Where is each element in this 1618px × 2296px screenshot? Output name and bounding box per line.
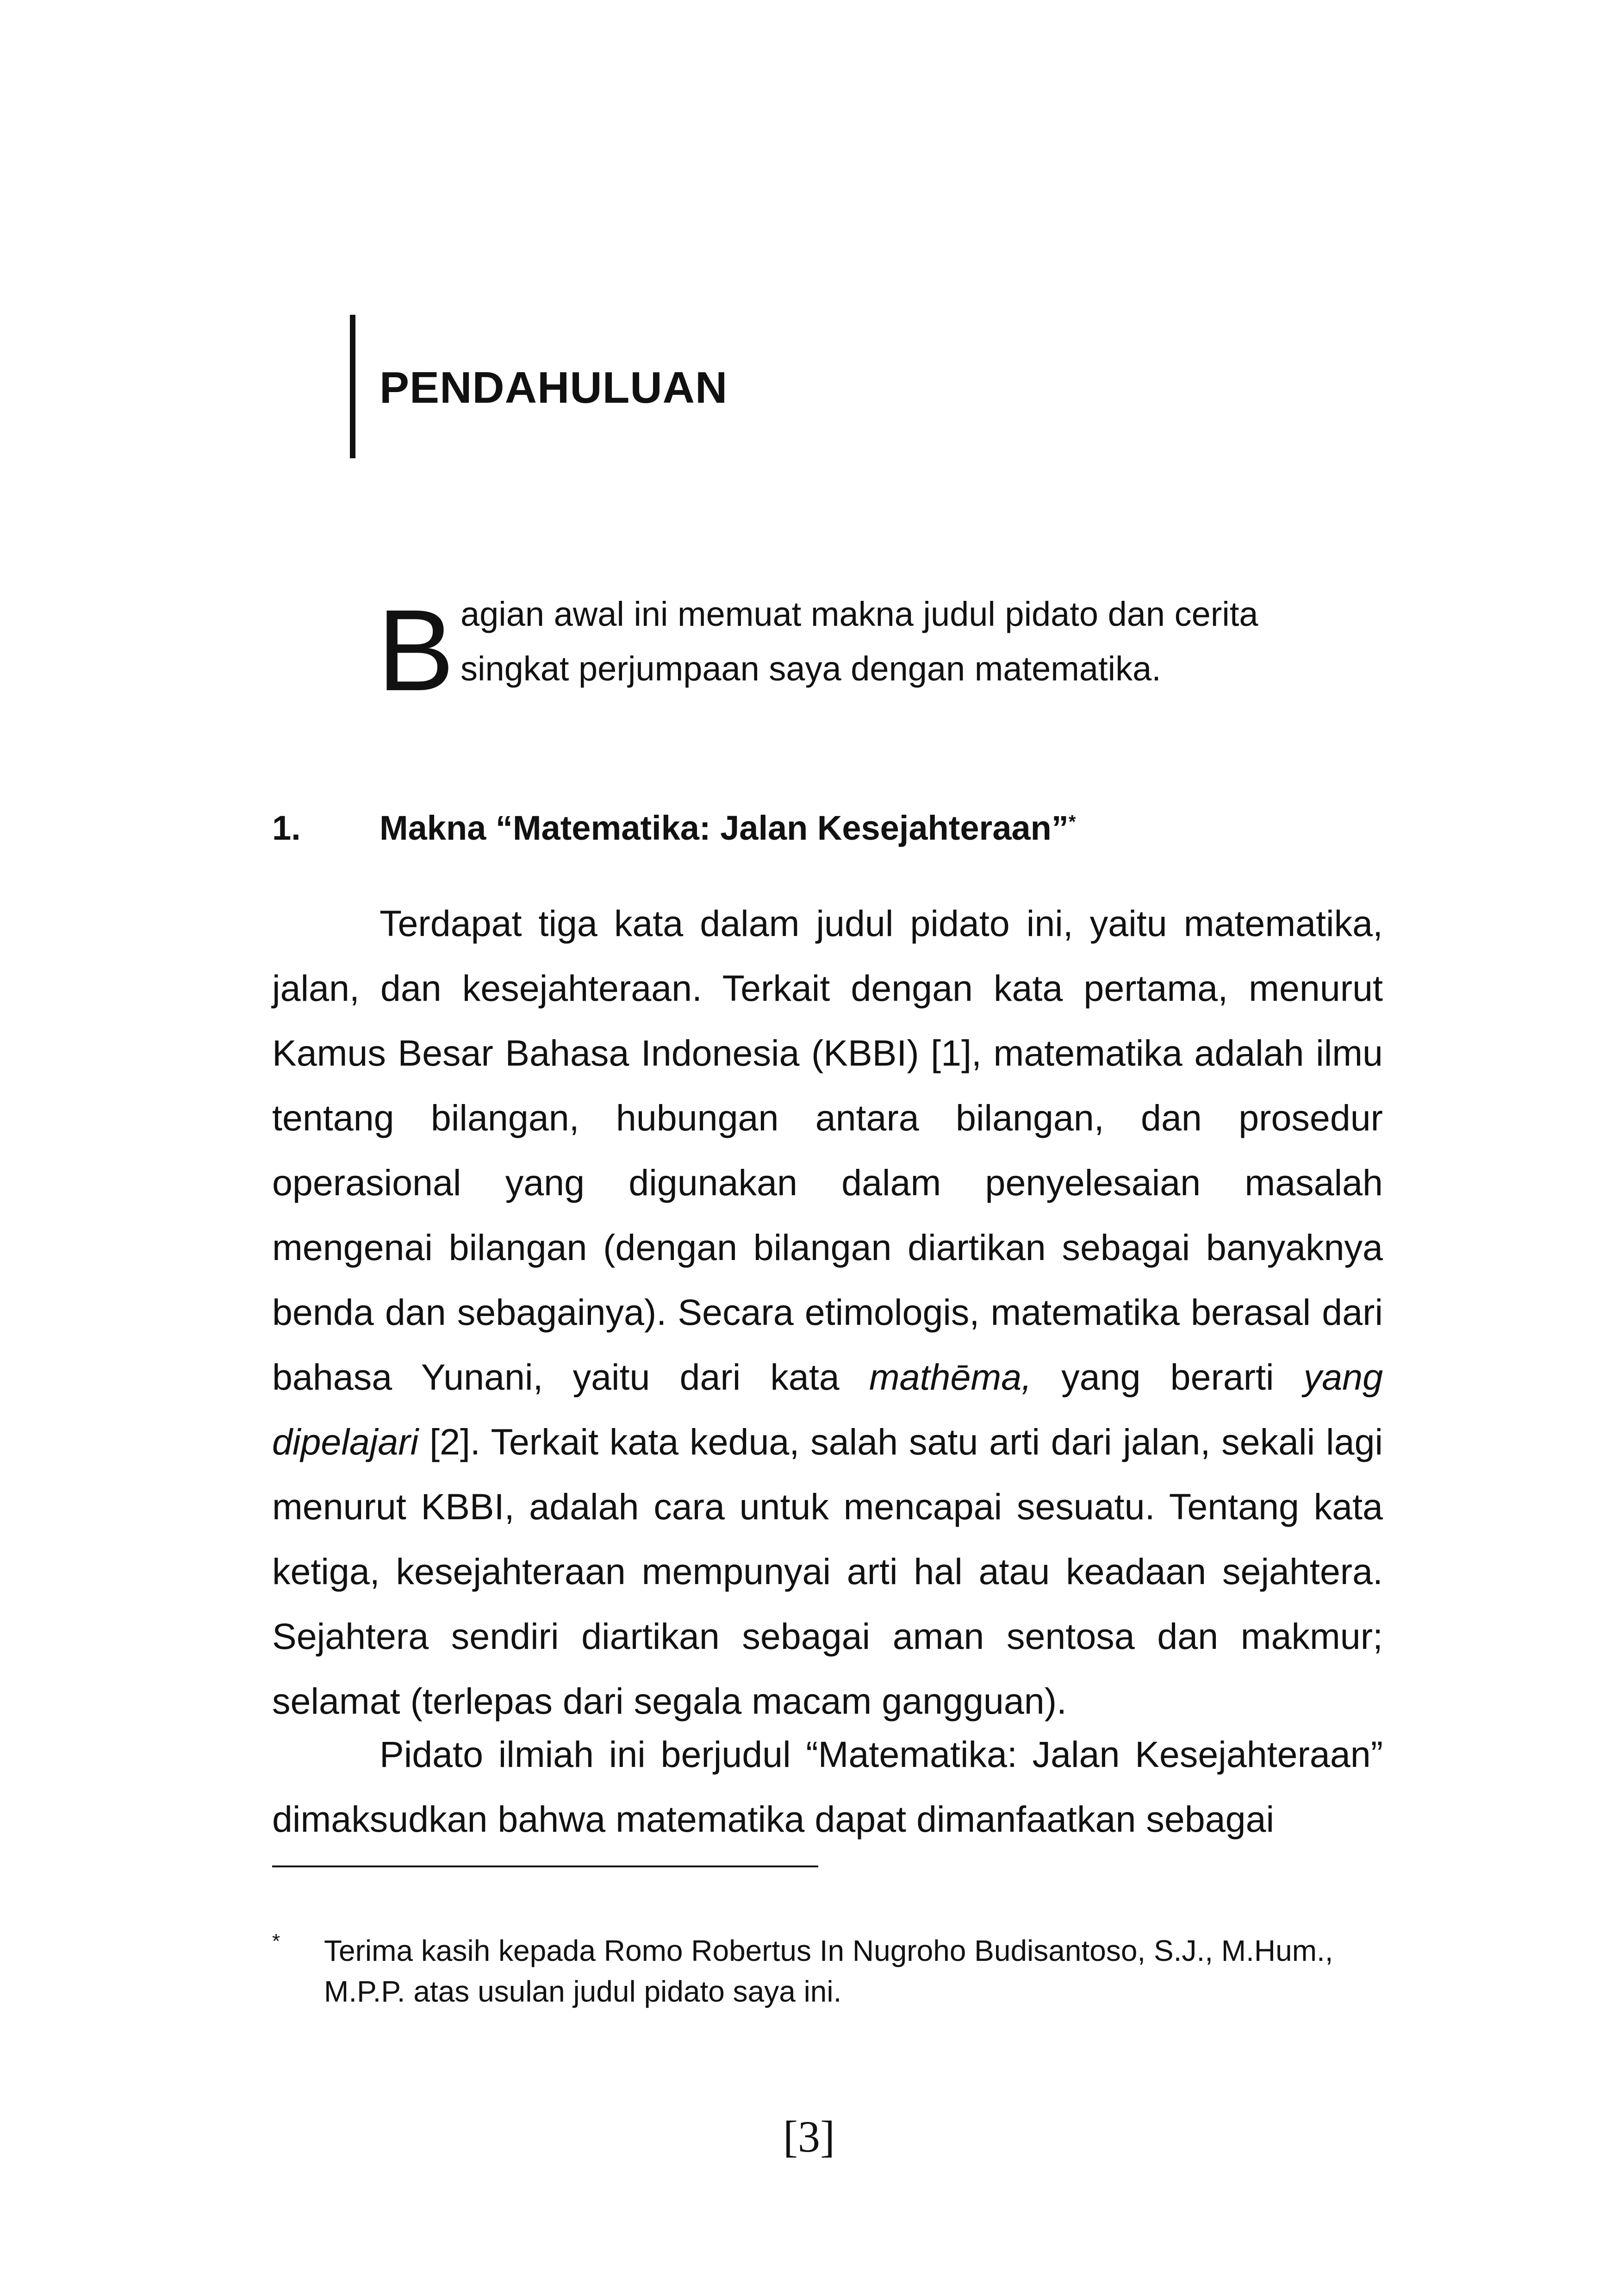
paragraph-1-text-a: Terdapat tiga kata dalam judul pidato ini, yaitu matematika, jalan, dan kesejahteraan. Terkait dengan kata pertama, menurut Kamus Besar Bahasa Indonesia (KBBI) [1], matematika adalah ilmu tentang bilangan, hubungan antara bilangan, dan prosedur operasional yang digunakan dalam penyelesaian masalah mengenai bilangan (dengan bilangan diartikan sebagai banyaknya benda dan sebagainya). Secara etimologis, matematika berasal dari bahasa Yunani, yaitu dari kata <box>272 903 1383 1398</box>
paragraph-1-italic-mathema: mathēma, <box>869 1356 1032 1398</box>
drop-cap: B <box>377 586 454 715</box>
footnote-reference: * <box>1068 811 1076 832</box>
footnote-marker: * <box>272 1930 280 1953</box>
paragraph-2-text: Pidato ilmiah ini berjudul “Matematika: Jalan Kesejahteraan” dimaksudkan bahwa matematika dapat dimanfaatkan sebagai <box>272 1734 1383 1840</box>
section-title-text: Makna “Matematika: Jalan Kesejahteraan” <box>380 809 1069 847</box>
section-title <box>380 809 1076 847</box>
paragraph-1 <box>272 891 1383 1734</box>
paragraph-1-text-b: yang berarti <box>1032 1356 1304 1398</box>
section-number: 1. <box>272 809 301 847</box>
paragraph-1-italic-yang-dipelajari: yang dipelajari <box>272 1356 1383 1462</box>
chapter-title-bar <box>350 315 355 458</box>
footnote-divider <box>272 1866 818 1867</box>
chapter-title: PENDAHULUAN <box>380 363 728 412</box>
intro-line-1: agian awal ini memuat makna judul pidato dan cerita <box>461 595 1258 633</box>
intro-line-2: singkat perjumpaan saya dengan matematika. <box>461 649 1161 688</box>
paragraph-2 <box>272 1722 1383 1852</box>
page-number: [3] <box>783 2112 835 2161</box>
footnote-text: Terima kasih kepada Romo Robertus In Nugroho Budisantoso, S.J., M.Hum., M.P.P. atas usulan judul pidato saya ini. <box>324 1934 1333 2008</box>
paragraph-1-text-c: [2]. Terkait kata kedua, salah satu arti dari jalan, sekali lagi menurut KBBI, adalah cara untuk mencapai sesuatu. Tentang kata ketiga, kesejahteraan mempunyai arti hal atau keadaan sejahtera. Sejahtera sendiri diartikan sebagai aman sentosa dan makmur; selamat (terlepas dari segala macam gangguan). <box>272 1421 1383 1722</box>
footnote <box>272 1930 1383 2012</box>
section-heading <box>272 811 1076 845</box>
